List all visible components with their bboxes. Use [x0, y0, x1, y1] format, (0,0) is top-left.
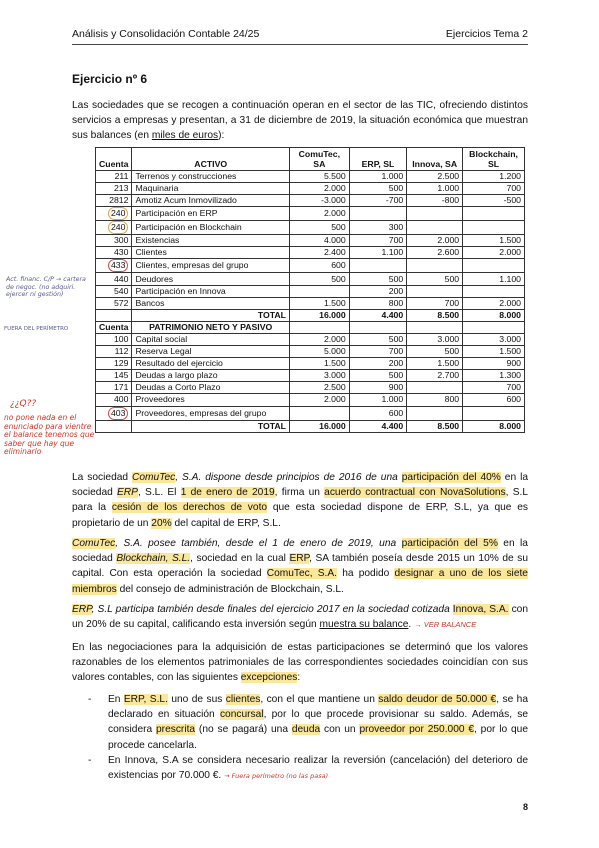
account-code-text: 100 [113, 333, 129, 344]
account-description: Participación en ERP [132, 207, 290, 221]
amount-cell: 700 [463, 183, 525, 195]
account-code [96, 273, 132, 285]
table-row [96, 259, 525, 273]
text: , SA también poseía desde 2015 un 10% de su capital. Con esta operación la sociedad [72, 553, 528, 580]
table-row [96, 183, 525, 195]
amount-cell [407, 382, 463, 394]
amount-cell: 2.600 [407, 247, 463, 259]
amount-cell [349, 207, 407, 221]
header-left: Análisis y Consolidación Contable 24/25 [72, 28, 260, 40]
total-value: 8.000 [463, 420, 525, 432]
amount-cell: 3.000 [407, 333, 463, 345]
table-row [96, 207, 525, 221]
account-description: Proveedores, empresas del grupo [132, 406, 290, 420]
col-cuenta: Cuenta [96, 321, 132, 333]
col-comutec: ComuTec, SA [289, 148, 349, 171]
account-code-text: 540 [113, 285, 129, 296]
account-code [96, 235, 132, 247]
amount-cell: 1.500 [289, 297, 349, 309]
amount-cell: 700 [463, 382, 525, 394]
text: participación del 5% [401, 538, 498, 549]
table-row [96, 406, 525, 420]
table-row [96, 285, 525, 297]
account-code [96, 285, 132, 297]
total-value: 8.000 [463, 309, 525, 321]
account-code [96, 346, 132, 358]
amount-cell: 1.500 [289, 358, 349, 370]
account-description: Participación en Blockchain [132, 221, 290, 235]
amount-cell: 500 [289, 273, 349, 285]
pasivo-total-row [96, 420, 525, 432]
intro-text: Las sociedades que se recogen a continuación operan en el sector de las TIC, ofreciendo distintos servicios a empresas y presentan, a 31 de diciembre de 2019, la situación económica que muestran sus balances (en [72, 100, 528, 142]
account-code-text: 171 [113, 382, 129, 393]
amount-cell: 1.100 [463, 273, 525, 285]
text: en la sociedad [72, 538, 528, 565]
account-code-text: 300 [113, 235, 129, 246]
text: que esta sociedad dispone de ERP, S.L, ya que es propietario de un [72, 502, 528, 529]
amount-cell [407, 285, 463, 297]
account-description: Clientes, empresas del grupo [132, 259, 290, 273]
amount-cell: 1.000 [349, 394, 407, 406]
text: Innova, S.A. [452, 604, 509, 615]
text: En las negociaciones para la adquisición de estas participaciones se determinó que los valores razonables de los elementos patrimoniales de las correspondientes sociedades coincidían con sus valores contables, con las siguientes [72, 642, 528, 684]
account-description: Deudas a largo plazo [132, 370, 290, 382]
amount-cell: 700 [349, 235, 407, 247]
account-description: Maquinaria [132, 183, 290, 195]
handwritten-note-fuera: FUERA DEL PERÍMETRO [4, 326, 69, 332]
account-code-text: 400 [113, 394, 129, 405]
text: con un 20% de su capital, calificando esta inversión según [72, 604, 528, 631]
table-row [96, 333, 525, 345]
amount-cell: 2.000 [289, 394, 349, 406]
account-code [96, 183, 132, 195]
paragraph-negociaciones [72, 640, 528, 686]
amount-cell: 5.500 [289, 171, 349, 183]
amount-cell: 2.000 [463, 247, 525, 259]
text: uno de sus [167, 694, 226, 705]
text: excepciones [240, 672, 298, 684]
handwritten-note-cartera: Act. financ. C/P → cartera de negoc. (no adquiri. ejercer ni gestión) [6, 276, 86, 298]
amount-cell [349, 259, 407, 273]
handwritten-question: ¿¿Q?? [10, 399, 37, 409]
account-description: Proveedores [132, 394, 290, 406]
text: participación del 40% [401, 472, 501, 483]
total-value: 8.500 [407, 309, 463, 321]
paragraph-comutec [72, 470, 528, 531]
amount-cell [463, 406, 525, 420]
paragraph-innova [72, 602, 528, 632]
amount-cell: 200 [349, 358, 407, 370]
amount-cell: 2.000 [463, 297, 525, 309]
total-label: TOTAL [132, 420, 290, 432]
exceptions-list [88, 692, 528, 783]
total-value: 8.500 [407, 420, 463, 432]
account-code-text: 403 [108, 407, 129, 420]
pasivo-header-row [96, 321, 525, 333]
text: . [408, 619, 412, 631]
text: (no se pagará) una [195, 724, 292, 736]
amount-cell: 500 [289, 221, 349, 235]
account-code [96, 207, 132, 221]
total-label: TOTAL [132, 309, 290, 321]
account-description: Existencias [132, 235, 290, 247]
amount-cell: 1.100 [349, 247, 407, 259]
text: ComuTec [132, 472, 176, 483]
header-right: Ejercicios Tema 2 [445, 28, 528, 40]
amount-cell [463, 259, 525, 273]
amount-cell: 800 [407, 394, 463, 406]
total-value: 16.000 [289, 420, 349, 432]
amount-cell: -700 [349, 195, 407, 207]
text: concursal [219, 709, 264, 721]
handwritten-note-eliminar: no pone nada en el enunciado para vientre el balance tenemos que saber que hay que eliminarlo [4, 413, 95, 456]
account-code [96, 382, 132, 394]
amount-cell: 500 [349, 333, 407, 345]
header-rule [72, 44, 528, 45]
account-code-text: 430 [113, 247, 129, 258]
amount-cell: 600 [463, 394, 525, 406]
amount-cell: 2.400 [289, 247, 349, 259]
text: 20% [151, 517, 172, 529]
table-row [96, 358, 525, 370]
page-number: 8 [522, 802, 528, 812]
text: deuda [291, 724, 321, 736]
account-description: Deudores [132, 273, 290, 285]
account-code-text: 213 [113, 183, 129, 194]
account-code-text: 433 [108, 259, 129, 272]
text: , S.L. El [137, 487, 181, 499]
col-innova: Innova, SA [407, 148, 463, 171]
text: , S.A. dispone desde principios de 2016 de una [175, 472, 402, 483]
text: , firma un [274, 487, 325, 499]
amount-cell: 1.500 [463, 235, 525, 247]
account-description: Deudas a Corto Plazo [132, 382, 290, 394]
amount-cell: 200 [349, 285, 407, 297]
text: , S.L participa también desde finales del ejercicio 2017 en la sociedad cotizada [91, 604, 453, 615]
text: ERP [289, 553, 310, 565]
text: saldo deudor de 50.000 € [378, 694, 497, 705]
account-code [96, 394, 132, 406]
amount-cell: 900 [463, 358, 525, 370]
text: en la sociedad [72, 472, 529, 499]
intro-units: miles de euros [151, 130, 219, 142]
amount-cell: 300 [349, 221, 407, 235]
amount-cell [407, 259, 463, 273]
amount-cell: 1.200 [463, 171, 525, 183]
col-erp: ERP, SL [349, 148, 407, 171]
text: del consejo de administración de Blockchain, S.L. [116, 583, 344, 595]
text: : [297, 672, 301, 684]
paragraph-blockchain [72, 536, 528, 597]
account-description: Clientes [132, 247, 290, 259]
amount-cell: 500 [407, 346, 463, 358]
text: acuerdo contractual con NovaSolutions [324, 487, 506, 499]
account-code-text: 129 [113, 358, 129, 369]
account-description: Participación en Innova [132, 285, 290, 297]
activo-header-row [96, 148, 525, 171]
amount-cell: 1.500 [463, 346, 525, 358]
amount-cell: -500 [463, 195, 525, 207]
exercise-title: Ejercicio nº 6 [72, 72, 148, 86]
table-row [96, 235, 525, 247]
amount-cell: 4.000 [289, 235, 349, 247]
amount-cell: 1.000 [349, 171, 407, 183]
amount-cell [463, 221, 525, 235]
amount-cell: 700 [407, 297, 463, 309]
text: , S.L para la [72, 487, 528, 514]
text: ComuTec [72, 538, 116, 549]
text: con un [320, 724, 360, 736]
account-code-text: 440 [113, 273, 129, 284]
col-pasivo: PATRIMONIO NETO Y PASIVO [132, 321, 290, 333]
amount-cell: 2.000 [289, 183, 349, 195]
amount-cell: 600 [349, 406, 407, 420]
activo-table [95, 147, 525, 433]
intro-paragraph [72, 98, 528, 144]
account-code-text: 240 [108, 221, 129, 234]
amount-cell: 3.000 [463, 333, 525, 345]
account-code-text: 112 [114, 346, 129, 357]
table-row [96, 273, 525, 285]
amount-cell: 500 [349, 183, 407, 195]
account-code [96, 358, 132, 370]
amount-cell [289, 406, 349, 420]
list-item [88, 692, 528, 753]
amount-cell: 900 [349, 382, 407, 394]
amount-cell: 500 [407, 273, 463, 285]
list-item [88, 753, 528, 783]
account-code [96, 259, 132, 273]
account-code [96, 370, 132, 382]
activo-total-row [96, 309, 525, 321]
account-code [96, 171, 132, 183]
amount-cell: 3.000 [289, 370, 349, 382]
account-code-text: 240 [108, 207, 129, 220]
text: , sociedad en la cual [190, 553, 290, 565]
table-row [96, 171, 525, 183]
account-code [96, 247, 132, 259]
amount-cell: 700 [349, 346, 407, 358]
col-activo: ACTIVO [132, 148, 290, 171]
table-row [96, 221, 525, 235]
text: 1 de enero de 2019 [180, 487, 275, 499]
amount-cell: 1.300 [463, 370, 525, 382]
col-blockchain: Blockchain, SL [463, 148, 525, 171]
text: , por lo que procede provisionar su saldo. Además, se considera [108, 709, 528, 736]
account-code [96, 406, 132, 420]
amount-cell: -3.000 [289, 195, 349, 207]
table-row [96, 382, 525, 394]
account-code [96, 221, 132, 235]
text: proveedor por 250.000 € [359, 724, 475, 736]
text: , con el que mantiene un [260, 694, 379, 705]
amount-cell [407, 221, 463, 235]
table-row [96, 346, 525, 358]
amount-cell: 600 [289, 259, 349, 273]
amount-cell: 2.500 [289, 382, 349, 394]
account-description: Reserva Legal [132, 346, 290, 358]
text: La sociedad [72, 472, 133, 483]
account-code [96, 297, 132, 309]
text: del capital de ERP, S.L. [171, 517, 281, 529]
text: muestra su balance [319, 619, 409, 631]
total-value: 16.000 [289, 309, 349, 321]
amount-cell: 500 [349, 273, 407, 285]
account-description: Capital social [132, 333, 290, 345]
text: prescrita [156, 724, 196, 736]
table-row [96, 394, 525, 406]
text: ERP, S.L. [123, 694, 168, 705]
text: En Innova, S.A se considera necesario realizar la reversión (cancelación) del deterioro de existencias por 70.000 €. [108, 754, 528, 782]
amount-cell: 5.000 [289, 346, 349, 358]
text: clientes [225, 694, 261, 705]
amount-cell: 1.500 [407, 358, 463, 370]
account-code-text: 572 [113, 297, 129, 308]
total-value: 4.400 [349, 420, 407, 432]
account-code [96, 195, 132, 207]
account-description: Terrenos y construcciones [132, 171, 290, 183]
col-cuenta: Cuenta [96, 148, 132, 171]
table-row [96, 247, 525, 259]
total-value: 4.400 [349, 309, 407, 321]
text: , S.A. posee también, desde el 1 de enero de 2019, una [115, 538, 402, 549]
intro-end: ): [218, 130, 225, 142]
amount-cell [463, 285, 525, 297]
amount-cell: 2.700 [407, 370, 463, 382]
account-description: Amotiz Acum Inmovilizado [132, 195, 290, 207]
page-header [72, 28, 528, 40]
text: ERP [117, 487, 138, 499]
amount-cell [407, 207, 463, 221]
handwritten-ver-balance: → VER BALANCE [414, 620, 477, 630]
text: , se ha declarado en situación [108, 694, 529, 721]
table-row [96, 297, 525, 309]
text: cesión de los derechos de voto [111, 502, 268, 514]
text: , por lo que procede cancelarla. [108, 724, 528, 751]
amount-cell [289, 285, 349, 297]
amount-cell [463, 207, 525, 221]
account-code-text: 211 [114, 171, 129, 182]
account-description: Resultado del ejercicio [132, 358, 290, 370]
text: ComuTec, S.A. [266, 568, 338, 580]
amount-cell: 500 [349, 370, 407, 382]
amount-cell: 1.000 [407, 183, 463, 195]
amount-cell: 800 [349, 297, 407, 309]
text: ERP [72, 604, 92, 615]
amount-cell [407, 406, 463, 420]
amount-cell: 2.500 [407, 171, 463, 183]
account-code [96, 333, 132, 345]
text: Blockchain, S.L. [116, 553, 191, 565]
account-code-text: 2812 [109, 195, 129, 206]
text: En [108, 694, 124, 705]
text: ha podido [337, 568, 395, 580]
table-row [96, 370, 525, 382]
amount-cell: -800 [407, 195, 463, 207]
account-description: Bancos [132, 297, 290, 309]
table-row [96, 195, 525, 207]
account-code-text: 145 [113, 370, 129, 381]
text: designar a uno de los siete miembros [72, 568, 528, 595]
amount-cell: 2.000 [289, 207, 349, 221]
amount-cell: 2.000 [407, 235, 463, 247]
amount-cell: 2.000 [289, 333, 349, 345]
handwritten-fuera-perimetro: → Fuera perímetro (no las pasa) [224, 772, 329, 781]
